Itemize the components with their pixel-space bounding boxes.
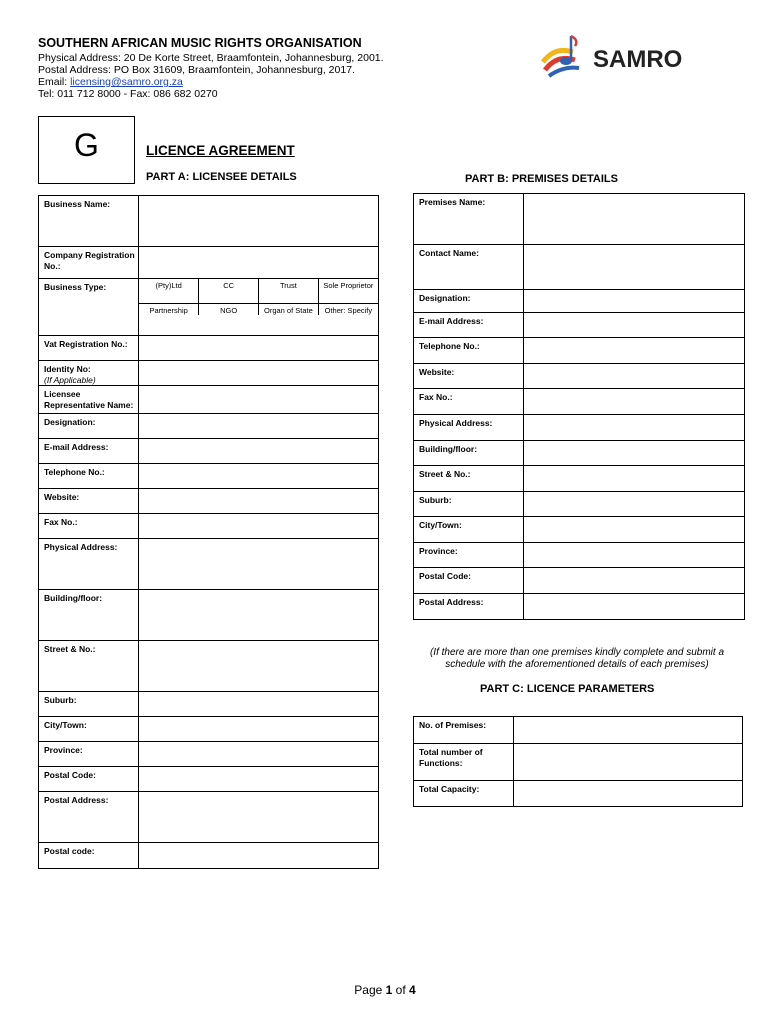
label-designation-a: Designation:	[39, 414, 139, 439]
type-pty-ltd[interactable]: (Pty)Ltd	[139, 279, 199, 304]
label-total-capacity: Total Capacity:	[414, 781, 514, 807]
page-title: LICENCE AGREEMENT	[146, 143, 295, 158]
label-designation-b: Designation:	[414, 290, 524, 313]
label-province-a: Province:	[39, 742, 139, 767]
letterhead	[38, 36, 384, 100]
label-suburb-b: Suburb:	[414, 492, 524, 517]
postal-code2-a-field[interactable]	[139, 843, 379, 869]
premises-name-field[interactable]	[524, 194, 745, 245]
business-type-grid	[139, 279, 379, 336]
svg-text:SAMRO: SAMRO	[593, 46, 683, 73]
label-contact-name: Contact Name:	[414, 245, 524, 290]
label-city-b: City/Town:	[414, 517, 524, 543]
page-number: 1	[385, 983, 393, 997]
label-identity: Identity No: (If Applicable)	[39, 361, 139, 386]
label-postal-code-b: Postal Code:	[414, 568, 524, 594]
physical-a-field[interactable]	[139, 539, 379, 590]
label-postal-address-b: Postal Address:	[414, 594, 524, 620]
page-total: 4	[409, 983, 416, 997]
email-b-field[interactable]	[524, 313, 745, 338]
label-no-of-premises: No. of Premises:	[414, 717, 514, 744]
label-building-b: Building/floor:	[414, 441, 524, 466]
label-website-a: Website:	[39, 489, 139, 514]
fax-a-field[interactable]	[139, 514, 379, 539]
label-postal-address-a: Postal Address:	[39, 792, 139, 843]
suburb-b-field[interactable]	[524, 492, 745, 517]
identity-field[interactable]	[139, 361, 379, 386]
label-business-name: Business Name:	[39, 196, 139, 247]
physical-b-field[interactable]	[524, 415, 745, 441]
email-a-field[interactable]	[139, 439, 379, 464]
designation-b-field[interactable]	[524, 290, 745, 313]
fax-b-field[interactable]	[524, 389, 745, 415]
label-premises-name: Premises Name:	[414, 194, 524, 245]
part-c-heading: PART C: LICENCE PARAMETERS	[480, 683, 655, 695]
suburb-a-field[interactable]	[139, 692, 379, 717]
label-province-b: Province:	[414, 543, 524, 568]
telephone-b-field[interactable]	[524, 338, 745, 364]
email-line: Email: licensing@samro.org.za	[38, 76, 183, 88]
total-functions-field[interactable]	[514, 744, 743, 781]
province-b-field[interactable]	[524, 543, 745, 568]
label-fax-b: Fax No.:	[414, 389, 524, 415]
type-trust[interactable]: Trust	[259, 279, 319, 304]
label-suburb-a: Suburb:	[39, 692, 139, 717]
page-footer: Page 1 of 4	[354, 983, 416, 997]
label-postal-code-a: Postal Code:	[39, 767, 139, 792]
rep-name-field[interactable]	[139, 386, 379, 414]
label-email-a: E-mail Address:	[39, 439, 139, 464]
label-fax-a: Fax No.:	[39, 514, 139, 539]
email-link[interactable]: licensing@samro.org.za	[70, 76, 183, 88]
province-a-field[interactable]	[139, 742, 379, 767]
label-business-type: Business Type:	[39, 279, 139, 336]
website-a-field[interactable]	[139, 489, 379, 514]
business-name-field[interactable]	[139, 196, 379, 247]
postal-address-b-field[interactable]	[524, 594, 745, 620]
city-b-field[interactable]	[524, 517, 745, 543]
postal-address-a-field[interactable]	[139, 792, 379, 843]
tel-fax: Tel: 011 712 8000 - Fax: 086 682 0270	[38, 88, 218, 100]
contact-name-field[interactable]	[524, 245, 745, 290]
part-b-heading: PART B: PREMISES DETAILS	[465, 173, 618, 185]
label-physical-a: Physical Address:	[39, 539, 139, 590]
building-a-field[interactable]	[139, 590, 379, 641]
street-b-field[interactable]	[524, 466, 745, 492]
label-city-a: City/Town:	[39, 717, 139, 742]
building-b-field[interactable]	[524, 441, 745, 466]
samro-logo	[535, 34, 705, 84]
type-other[interactable]: Other: Specify	[324, 306, 373, 315]
postal-address: Postal Address: PO Box 31609, Braamfontein, Johannesburg, 2017.	[38, 64, 355, 76]
vat-field[interactable]	[139, 336, 379, 361]
telephone-a-field[interactable]	[139, 464, 379, 489]
type-organ-of-state[interactable]: Organ of State	[259, 304, 319, 316]
label-building-a: Building/floor:	[39, 590, 139, 641]
label-email-b: E-mail Address:	[414, 313, 524, 338]
label-telephone-a: Telephone No.:	[39, 464, 139, 489]
form-code-box: G	[38, 116, 135, 184]
label-total-functions: Total number of Functions:	[414, 744, 514, 781]
type-partnership[interactable]: Partnership	[139, 304, 199, 316]
licence-parameters-table	[413, 716, 743, 807]
label-physical-b: Physical Address:	[414, 415, 524, 441]
label-telephone-b: Telephone No.:	[414, 338, 524, 364]
total-capacity-field[interactable]	[514, 781, 743, 807]
label-street-a: Street & No.:	[39, 641, 139, 692]
org-name: SOUTHERN AFRICAN MUSIC RIGHTS ORGANISATION	[38, 36, 362, 50]
label-rep-name: Licensee Representative Name:	[39, 386, 139, 414]
identity-note: (If Applicable)	[44, 374, 96, 385]
postal-code-b-field[interactable]	[524, 568, 745, 594]
no-of-premises-field[interactable]	[514, 717, 743, 744]
postal-code-a-field[interactable]	[139, 767, 379, 792]
website-b-field[interactable]	[524, 364, 745, 389]
label-company-reg: Company Registration No.:	[39, 247, 139, 279]
licensee-details-table	[38, 195, 379, 869]
type-ngo[interactable]: NGO	[199, 304, 259, 316]
label-postal-code2-a: Postal code:	[39, 843, 139, 869]
premises-note: (If there are more than one premises kindly complete and submit a schedule with the aforementioned details of each premises)	[429, 647, 725, 670]
label-vat: Vat Registration No.:	[39, 336, 139, 361]
designation-a-field[interactable]	[139, 414, 379, 439]
type-sole-proprietor[interactable]: Sole Proprietor	[318, 279, 378, 304]
label-website-b: Website:	[414, 364, 524, 389]
physical-address: Physical Address: 20 De Korte Street, Braamfontein, Johannesburg, 2001.	[38, 52, 384, 64]
street-a-field[interactable]	[139, 641, 379, 692]
part-a-heading: PART A: LICENSEE DETAILS	[146, 171, 297, 183]
premises-details-table	[413, 193, 745, 620]
company-reg-field[interactable]	[139, 247, 379, 279]
label-street-b: Street & No.:	[414, 466, 524, 492]
type-cc[interactable]: CC	[199, 279, 259, 304]
city-a-field[interactable]	[139, 717, 379, 742]
